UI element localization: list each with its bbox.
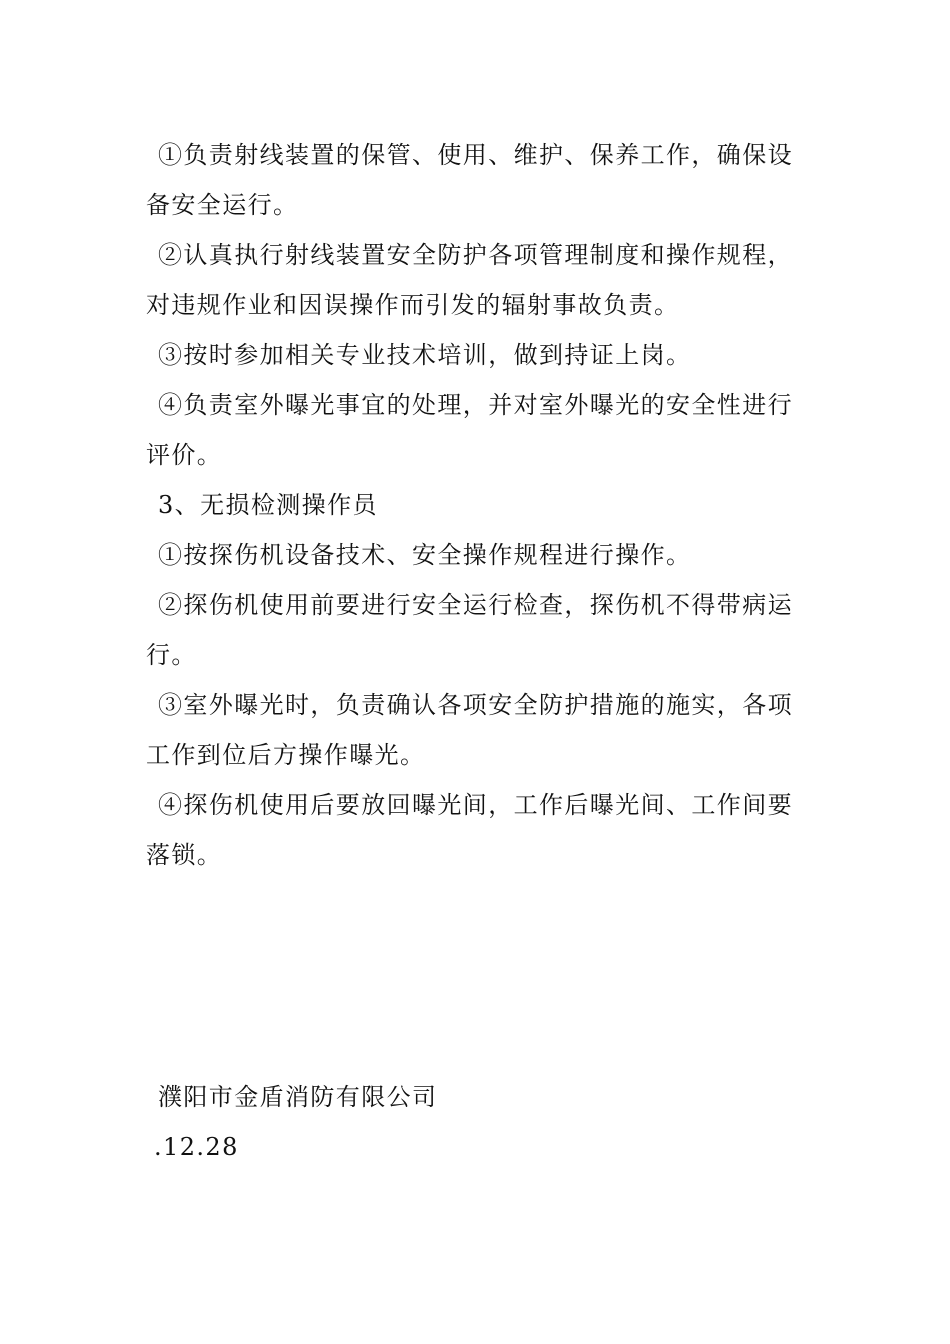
paragraph-operator-duty-2: ②认真执行射线装置安全防护各项管理制度和操作规程，对违规作业和因误操作而引发的辐射事故负责。 bbox=[146, 241, 793, 319]
paragraph-operator-duty-3: ③按时参加相关专业技术培训，做到持证上岗。 bbox=[158, 341, 692, 369]
paragraph-operator-duty-4: ④负责室外曝光事宜的处理，并对室外曝光的安全性进行评价。 bbox=[146, 391, 793, 469]
document-body bbox=[146, 130, 810, 880]
paragraph-operator-duty-1: ①负责射线装置的保管、使用、维护、保养工作，确保设备安全运行。 bbox=[146, 141, 793, 219]
paragraph-ndt-duty-4: ④探伤机使用后要放回曝光间，工作后曝光间、工作间要落锁。 bbox=[146, 791, 793, 869]
paragraph-ndt-duty-3: ③室外曝光时，负责确认各项安全防护措施的施实，各项工作到位后方操作曝光。 bbox=[146, 691, 793, 769]
company-name: 濮阳市金盾消防有限公司 bbox=[158, 1083, 438, 1111]
paragraph-ndt-duty-2: ②探伤机使用前要进行安全运行检查，探伤机不得带病运行。 bbox=[146, 591, 793, 669]
signature-block bbox=[146, 1072, 810, 1172]
signature-date: .12.28 bbox=[154, 1133, 239, 1161]
paragraph-ndt-duty-1: ①按探伤机设备技术、安全操作规程进行操作。 bbox=[158, 541, 692, 569]
section-heading-ndt-operator: 3、无损检测操作员 bbox=[158, 491, 378, 519]
